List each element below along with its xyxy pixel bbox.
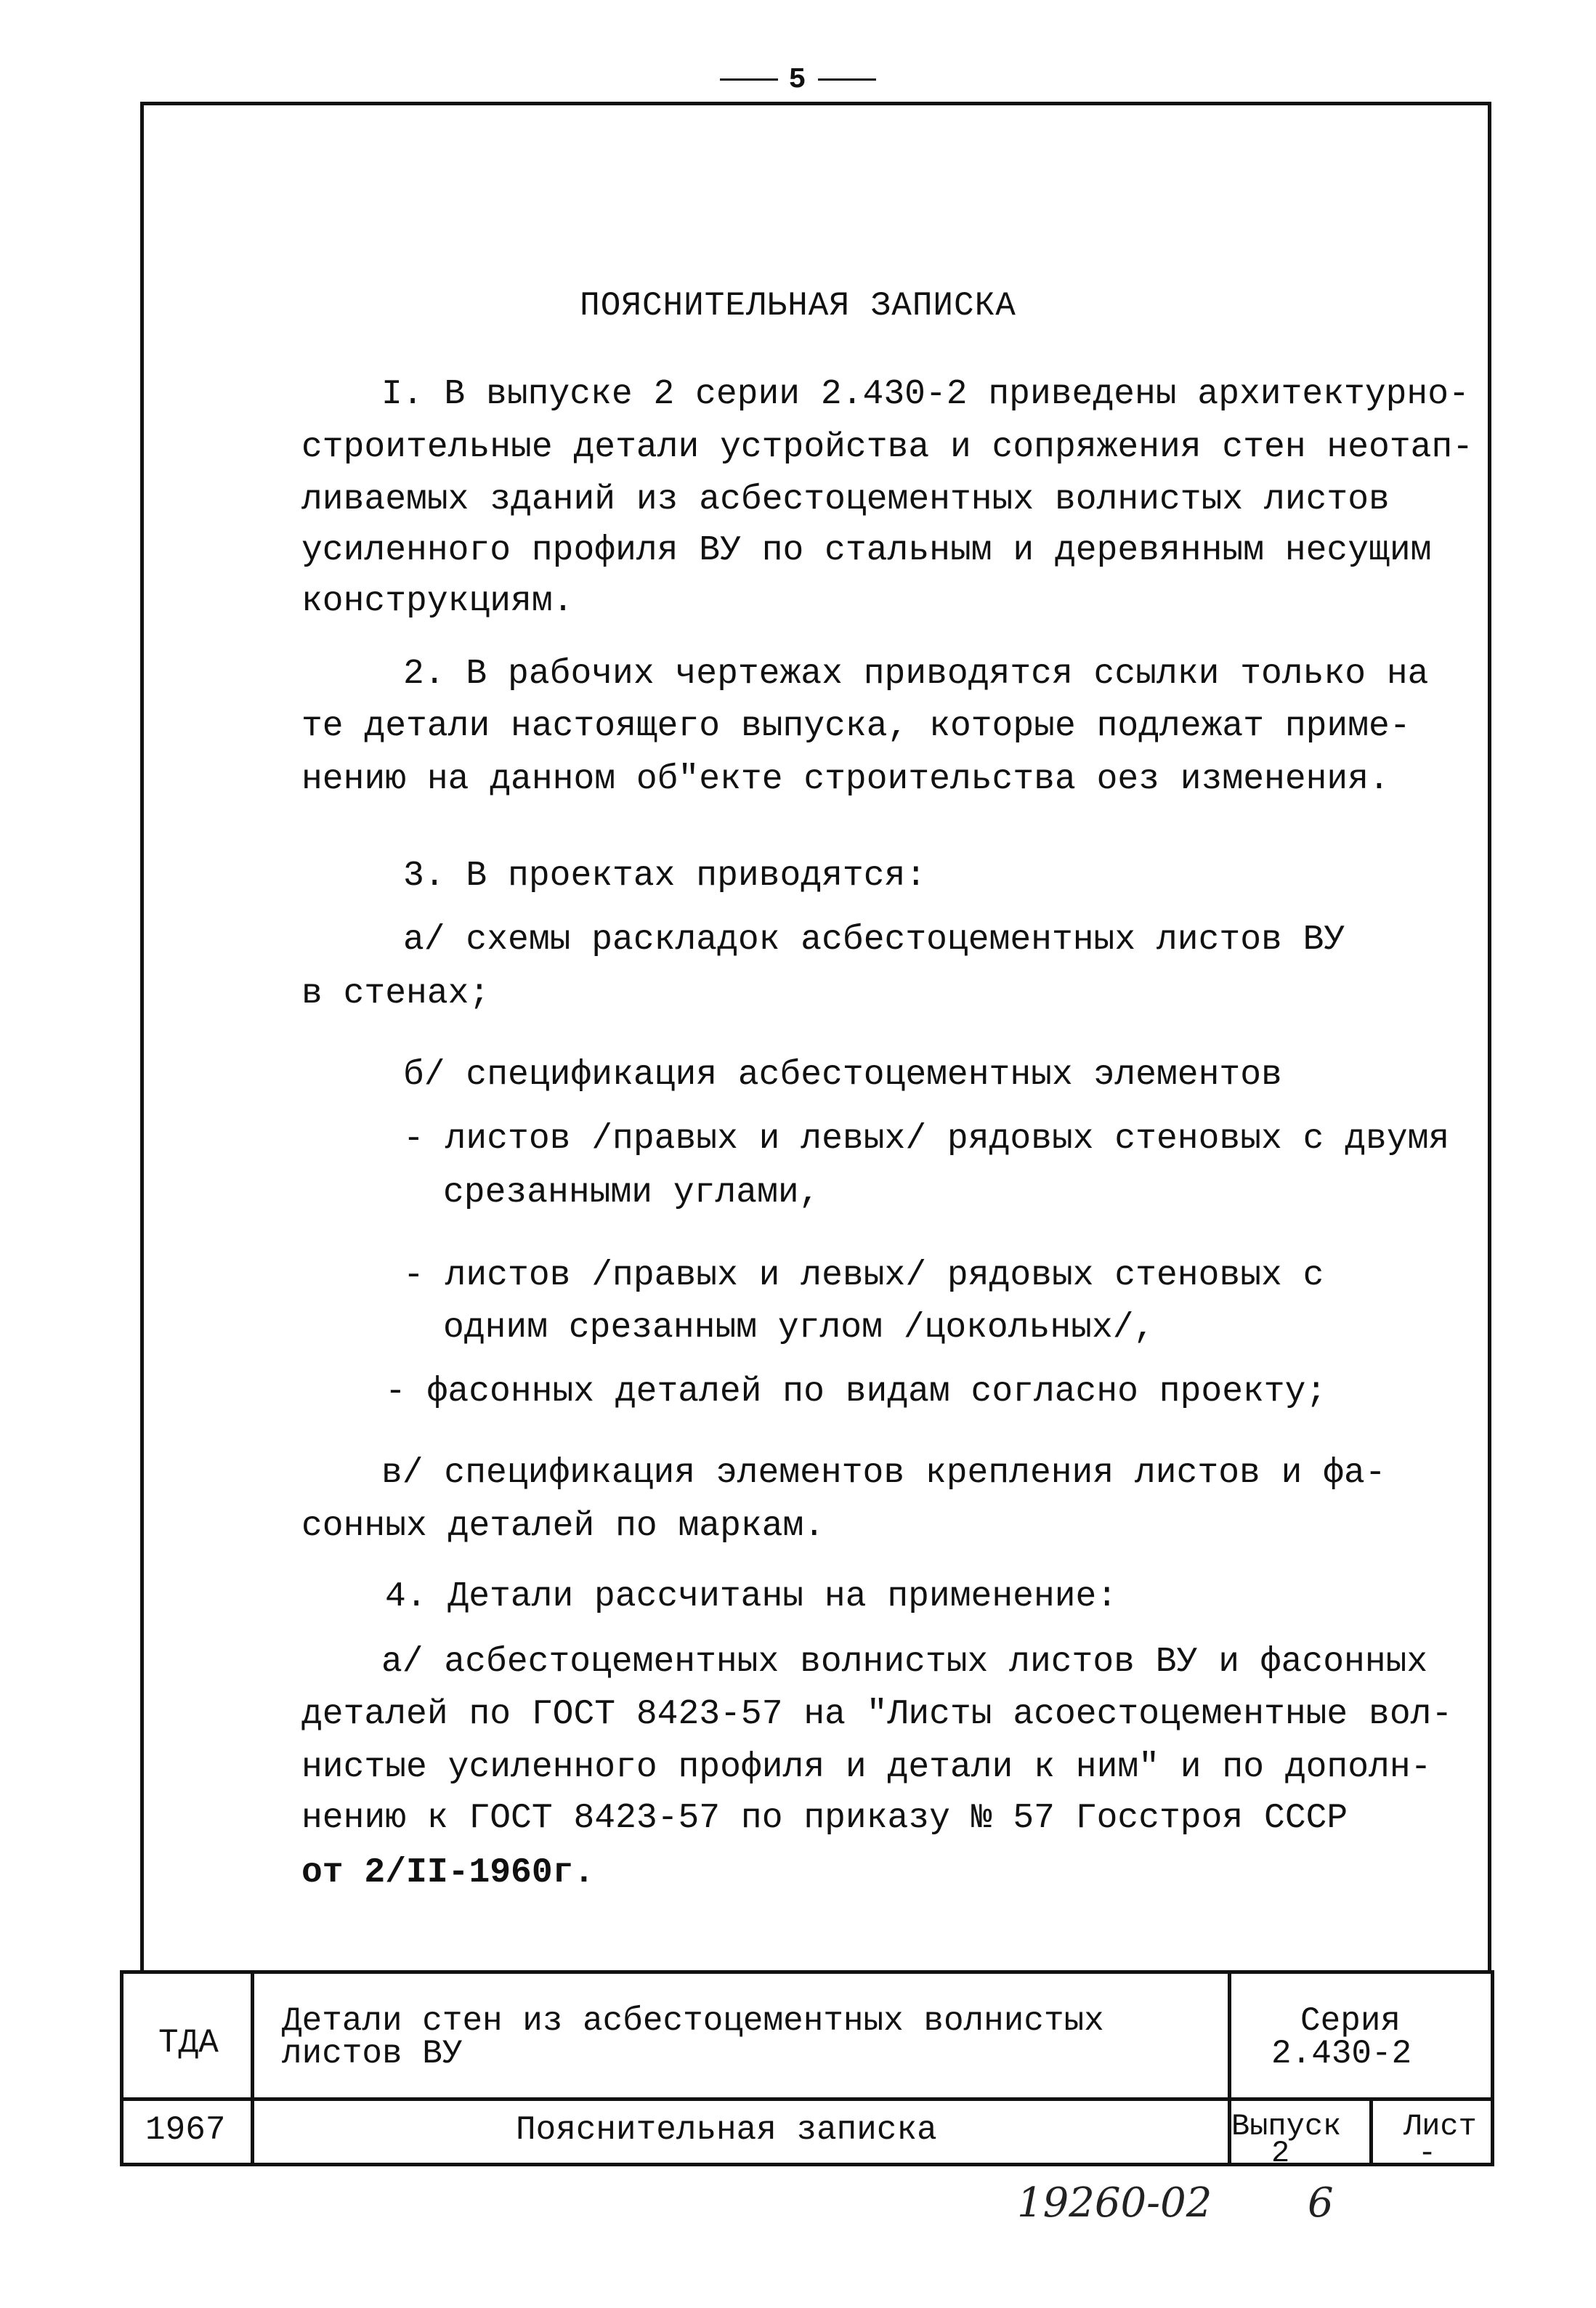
text-line: нению на данном об"екте строительства оез изменения. (301, 760, 1390, 799)
stamp-issue-value: 2 (1271, 2136, 1290, 2171)
stamp-org: ТДА (158, 2024, 219, 2062)
title-block-divider (251, 1974, 254, 2164)
text-line: 2. В рабочих чертежах приводятся ссылки только на (403, 655, 1429, 694)
document-title: ПОЯСНИТЕЛЬНАЯ ЗАПИСКА (580, 287, 1016, 325)
text-line: 3. В проектах приводятся: (403, 857, 927, 896)
text-line: срезанными углами, (443, 1173, 820, 1212)
handwritten-archive-number: 19260-02 (1017, 2179, 1212, 2227)
text-line: - листов /правых и левых/ рядовых стеновых с (403, 1256, 1324, 1295)
text-line: б/ спецификация асбестоцементных элементов (403, 1056, 1282, 1095)
text-line: в/ спецификация элементов крепления листов и фа- (381, 1454, 1386, 1493)
text-line: нению к ГОСТ 8423-57 по приказу № 57 Госстроя СССР (301, 1799, 1348, 1838)
text-line: от 2/II-1960г. (301, 1853, 595, 1892)
title-block (120, 1970, 1494, 2171)
text-line: нистые усиленного профиля и детали к ним" и по дополн- (301, 1748, 1432, 1787)
stamp-doc-title: Пояснительная записка (516, 2111, 937, 2149)
stamp-sheet-value: - (1418, 2136, 1437, 2171)
text-line: I. В выпуске 2 серии 2.430-2 приведены архитектурно- (381, 375, 1470, 414)
text-line: одним срезанным углом /цокольных/, (443, 1308, 1155, 1348)
text-line: сонных деталей по маркам. (301, 1507, 825, 1546)
text-line: 4. Детали рассчитаны на применение: (385, 1577, 1118, 1616)
handwritten-sheet-number: 6 (1308, 2179, 1334, 2227)
stamp-series-label: Серия (1300, 2002, 1401, 2040)
stamp-name-line1: Детали стен из асбестоцементных волнистых (282, 2002, 1104, 2040)
text-line: те детали настоящего выпуска, которые подлежат приме- (301, 707, 1411, 746)
page-number (0, 64, 1596, 97)
stamp-name-line2: листов ВУ (282, 2035, 463, 2073)
stamp-year: 1967 (145, 2111, 226, 2149)
text-line: конструкциям. (301, 582, 574, 621)
text-line: а/ асбестоцементных волнистых листов ВУ и фасонных (381, 1643, 1428, 1682)
text-line: - листов /правых и левых/ рядовых стеновых с двумя (403, 1119, 1450, 1159)
text-line: в стенах; (301, 974, 490, 1013)
text-line: строительные детали устройства и сопряжения стен неотап- (301, 428, 1474, 467)
stamp-series-value: 2.430-2 (1271, 2035, 1412, 2073)
text-line: деталей по ГОСТ 8423-57 на "Листы асоестоцементные вол- (301, 1695, 1453, 1734)
page-number-dash-left (720, 78, 778, 81)
text-line: - фасонных деталей по видам согласно проекту; (385, 1372, 1327, 1412)
text-line: ливаемых зданий из асбестоцементных волнистых листов (301, 480, 1390, 519)
text-line: а/ схемы раскладок асбестоцементных листов ВУ (403, 920, 1345, 960)
page-number-dash-right (818, 78, 876, 81)
title-block-divider (1369, 2101, 1373, 2164)
stamp-issue-label: Выпуск (1231, 2109, 1342, 2144)
stamp-sheet-label: Лист (1403, 2109, 1477, 2144)
text-line: усиленного профиля ВУ по стальным и деревянным несущим (301, 531, 1432, 570)
page-number-text: 5 (788, 64, 808, 97)
title-block-divider (123, 2097, 1491, 2101)
